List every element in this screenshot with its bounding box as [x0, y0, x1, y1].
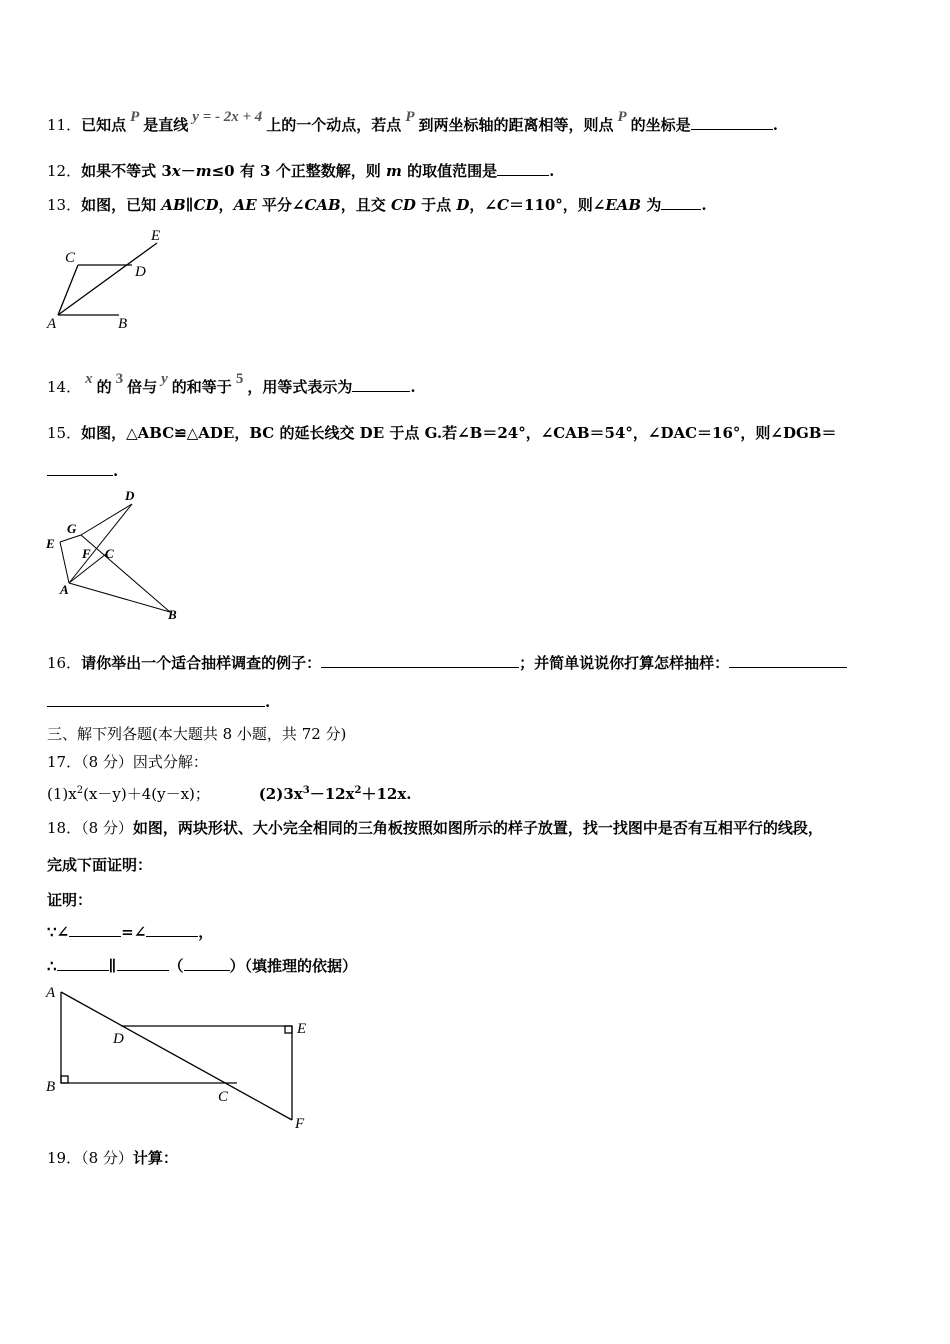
q18-label-D: D	[113, 1031, 124, 1047]
question-17-parts	[47, 784, 412, 807]
question-15: 15．如图，△ABC≌△ADE，BC 的延长线交 DE 于点 G.若∠B＝24°，∠CAB＝54°，∠DAC＝16°，则∠DGB＝	[47, 424, 837, 442]
q16-example-blank[interactable]	[321, 653, 519, 668]
question-18-cont: 完成下面证明：	[47, 856, 153, 874]
q16-method-blank-1[interactable]	[729, 653, 847, 668]
question-13: 13．如图，已知 AB∥CD，AE 平分∠CAB，且交 CD 于点 D，∠C＝110°，则∠EAB 为 .	[47, 196, 707, 214]
question-18: 18．（8 分）如图，两块形状、大小完全相同的三角板按照如图所示的样子放置，找一找图中是否有互相平行的线段，	[47, 819, 823, 837]
q13-label-D: D	[135, 264, 146, 280]
q18-line-blank-2[interactable]	[117, 956, 169, 971]
q18-proof-label: 证明：	[47, 891, 93, 909]
question-16-cont: .	[47, 692, 270, 712]
q15-segment-GD	[81, 504, 132, 535]
q18-label-B: B	[46, 1079, 56, 1095]
q13-figure	[45, 225, 175, 335]
q11-number: 11．	[47, 116, 82, 134]
q18-label-A: A	[46, 985, 56, 1001]
q18-line-blank-1[interactable]	[57, 956, 109, 971]
q18-label-F: F	[295, 1116, 305, 1132]
question-19: 19．（8 分）计算：	[47, 1149, 178, 1167]
q15-segment-AB	[69, 583, 170, 612]
q18-label-E: E	[297, 1021, 307, 1037]
q15-segment-GB	[81, 535, 170, 612]
question-17: 17．（8 分）因式分解：	[47, 753, 208, 771]
question-11: 11．已知点 P 是直线 y = - 2x + 4 上的一个动点，若点 P 到两坐标轴的距离相等，则点 P 的坐标是 .	[47, 109, 778, 134]
q15-answer-blank[interactable]	[47, 461, 113, 476]
q18-segment-AF	[61, 992, 292, 1120]
q15-label-E: E	[46, 536, 55, 551]
q15-label-G: G	[67, 521, 77, 536]
q13-label-B: B	[118, 316, 128, 332]
q18-right-angle-E	[285, 1026, 292, 1033]
q15-segment-AE	[60, 542, 69, 583]
question-12: 12．如果不等式 3x－m≤0 有 3 个正整数解，则 m 的取值范围是 .	[47, 162, 555, 180]
q18-reason-blank[interactable]	[184, 956, 230, 971]
q18-right-angle-B	[61, 1076, 68, 1083]
q17-part-2: $(2)3x^3-12x^2+12x$.	[258, 785, 412, 803]
question-14: 14． x 的 3 倍与 y 的和等于 5 ，用等式表示为 .	[47, 371, 416, 396]
q15-label-B: B	[168, 607, 177, 622]
q11-equation: y = - 2x + 4	[192, 109, 263, 125]
section-3-heading: 三、解下列各题(本大题共 8 小题，共 72 分)	[47, 725, 347, 743]
q13-label-C: C	[65, 250, 76, 266]
q13-answer-blank[interactable]	[661, 195, 701, 210]
question-16: 16．请你举出一个适合抽样调查的例子： ；并简单说说你打算怎样抽样：	[47, 653, 847, 673]
q13-label-A: A	[47, 316, 57, 332]
q14-answer-blank[interactable]	[352, 377, 410, 392]
q18-label-C: C	[218, 1089, 229, 1105]
question-15-answer-line: .	[47, 461, 118, 481]
q18-proof-step-2: ∴ ∥ （ ）（填推理的依据）	[47, 957, 358, 975]
q15-label-D: D	[125, 488, 135, 503]
q13-label-E: E	[151, 228, 161, 244]
q18-angle-blank-1[interactable]	[69, 922, 121, 937]
q11-answer-blank[interactable]	[691, 115, 773, 130]
q18-proof-step-1: ∵∠ =∠ ，	[47, 923, 214, 941]
q18-angle-blank-2[interactable]	[146, 922, 198, 937]
q15-label-C: C	[105, 546, 114, 561]
q16-method-blank-2[interactable]	[47, 692, 265, 707]
q15-figure	[45, 490, 195, 620]
q12-answer-blank[interactable]	[497, 161, 549, 176]
q15-segment-EG	[60, 535, 81, 542]
q15-label-F: F	[82, 546, 91, 561]
q18-figure	[44, 982, 324, 1132]
q17-part-1: $(1)x^2(x-y)+4(y-x)$；	[47, 785, 210, 803]
q15-label-A: A	[60, 582, 69, 597]
